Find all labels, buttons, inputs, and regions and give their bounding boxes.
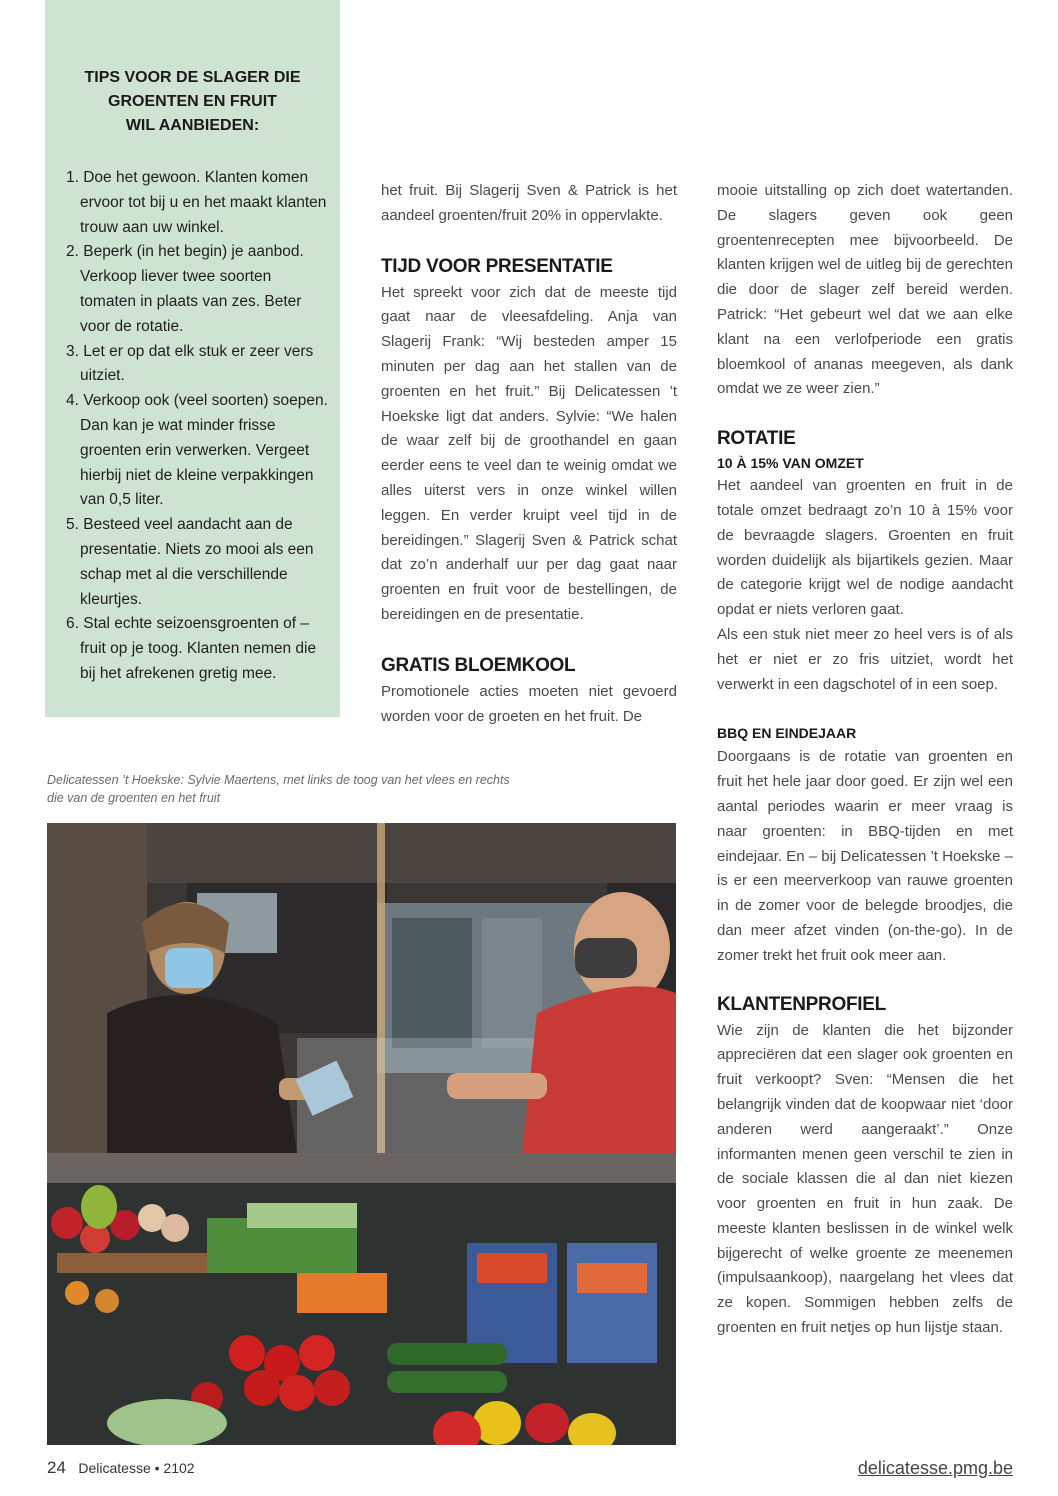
- tips-list: [66, 166, 328, 687]
- heading-klantenprofiel: KLANTENPROFIEL: [717, 993, 886, 1015]
- shop-photo: [47, 823, 676, 1445]
- heading-bloemkool: GRATIS BLOEMKOOL: [381, 654, 576, 676]
- paragraph: Wie zijn de klanten die het bijzonder appreciëren dat een slager ook groenten en fruit verkoopt? Sven: “Mensen die het belangrijk vinden dat de koopwaar niet ‘door anderen werd aangeraakt’.” Onze informanten menen geen verschil te zien in de sociale klassen die al dan niet kiezen voor groenten en fruit in hun zaak. De meeste klanten beslissen in de winkel welk bijgerecht of welke groente ze meenemen (impulsaankoop), naargelang het vlees dat ze kopen. Sommigen hebben zelfs de groenten en fruit netjes op hun lijstje staan.: [717, 1021, 1013, 1337]
- paragraph: Het spreekt voor zich dat de meeste tijd gaat naar de vleesafdeling. Anja van Slagerij Frank: “Wij besteden amper 15 minuten per dag aan het stallen van de groenten en het fruit.” Bij Delicatessen ’t Hoekske ligt dat anders. Sylvie: “We halen de waar zelf bij de groothandel en gaan eerder eens te veel dan te weinig omdat we alles uiterst vers in onze winkel willen leggen. En verder kruipt veel tijd in de bereidingen.” Slagerij Sven & Patrick schat dat zo’n anderhalf uur per dag gaat naar groenten en fruit voor de bestellingen, de bereidingen en de presentatie.: [381, 283, 677, 623]
- heading-rotatie: ROTATIE: [717, 428, 796, 450]
- tips-title-line-2: GROENTEN EN FRUIT: [108, 93, 277, 110]
- paragraph: Promotionele acties moeten niet gevoerd worden voor de groeten en het fruit. De: [381, 682, 677, 725]
- paragraph: Doorgaans is de rotatie van groenten en fruit het hele jaar door goed. Er zijn wel een aantal periodes waarin er meer vraag is naar groenten: in BBQ-tijden en met eindejaar. En – bij Delicatessen ’t Hoekske – is er een meerverkoop van rauwe groenten in de zomer voor de belegde broodjes, die dan meer afzet vinden (on-the-go). In de zomer trekt het fruit ook meer aan.: [717, 748, 1014, 964]
- photo-caption: Delicatessen ’t Hoekske: Sylvie Maertens, met links de toog van het vlees en rechts die van de groenten en het fruit: [47, 773, 510, 805]
- tip-item: 2. Beperk (in het begin) je aanbod. Verkoop liever twee soorten tomaten in plaats van zes. Beter voor de rotatie.: [66, 243, 304, 335]
- paragraph: Het aandeel van groenten en fruit in de totale omzet bedraagt zo’n 10 à 15% voor de bevraagde slagers. Groenten en fruit worden duidelijk als bijartikels gezien. Maar de categorie krijgt wel de nodige aandacht opdat er niets verloren gaat.: [717, 477, 1013, 619]
- tip-item: 3. Let er op dat elk stuk er zeer vers uitziet.: [66, 342, 314, 385]
- article-column-3: [717, 179, 1013, 1341]
- page-number: 24: [47, 1458, 66, 1477]
- tip-item: 6. Stal echte seizoensgroenten of – fruit op je toog. Klanten nemen die bij het afrekenen gretig mee.: [66, 615, 317, 682]
- subheading-omzet: 10 À 15% VAN OMZET: [717, 455, 864, 472]
- paragraph: Als een stuk niet meer zo heel vers is of als het er niet er zo fris uitziet, wordt het verwerkt in een dagschotel of in een soep.: [717, 625, 1013, 693]
- tip-item: 5. Besteed veel aandacht aan de presentatie. Niets zo mooi als een schap met al die verschillende kleurtjes.: [66, 516, 314, 608]
- paragraph: het fruit. Bij Slagerij Sven & Patrick is het aandeel groenten/fruit 20% in oppervlakte.: [381, 182, 677, 224]
- website-link[interactable]: delicatesse.pmg.be: [857, 1458, 1013, 1478]
- tip-item: 1. Doe het gewoon. Klanten komen ervoor tot bij u en het maakt klanten trouw aan uw winkel.: [66, 169, 327, 236]
- heading-presentatie: TIJD VOOR PRESENTATIE: [381, 255, 613, 277]
- magazine-issue: Delicatesse • 2102: [78, 1460, 195, 1476]
- article-column-2: [381, 179, 677, 729]
- tips-title-line-3: WIL AANBIEDEN:: [125, 117, 260, 134]
- tips-title-line-1: TIPS VOOR DE SLAGER DIE: [84, 69, 301, 86]
- tips-title: [45, 66, 340, 138]
- subheading-bbq: BBQ EN EINDEJAAR: [717, 725, 857, 742]
- page-footer-left: [47, 1458, 195, 1478]
- tip-item: 4. Verkoop ook (veel soorten) soepen. Dan kan je wat minder frisse groenten erin verwerken. Vergeet hierbij niet de kleine verpakkingen van 0,5 liter.: [66, 392, 328, 509]
- paragraph: mooie uitstalling op zich doet watertanden. De slagers geven ook geen groentenrecepten mee bijvoorbeeld. De klanten krijgen wel de uitleg bij de gerechten die door de slager zelf bereid werden. Patrick: “Het gebeurt wel dat we aan elke klant na een verlofperiode een gratis bloemkool of ananas meegeven, als dank omdat we ze weer zien.”: [717, 182, 1013, 398]
